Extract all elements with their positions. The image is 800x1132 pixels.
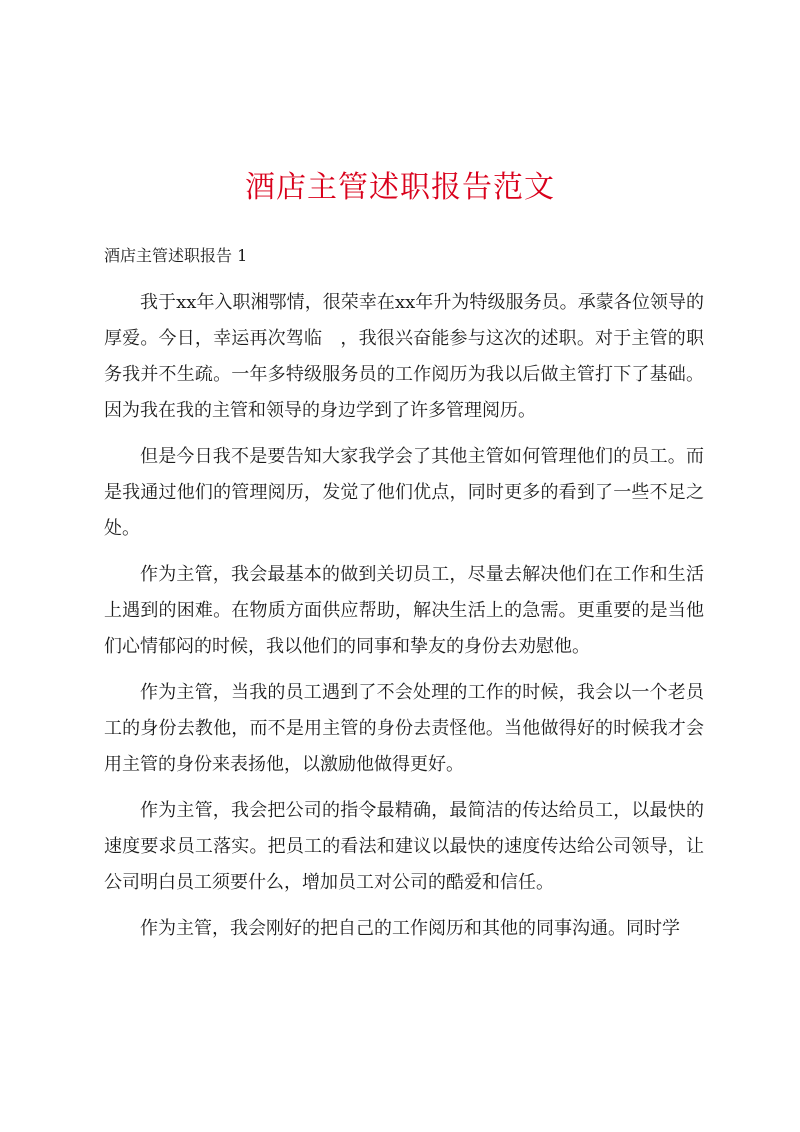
paragraph: 作为主管，我会把公司的指令最精确，最简洁的传达给员工，以最快的速度要求员工落实。把员工的看法和建议以最快的速度传达给公司领导，让公司明白员工须要什么，增加员工对公司的酷爱和信任。 [104, 800, 704, 893]
document-title: 酒店主管述职报告范文 [245, 170, 555, 205]
paragraph: 作为主管，我会刚好的把自己的工作阅历和其他的同事沟通。同时学 [140, 918, 680, 939]
document-body [104, 285, 704, 957]
document-subtitle: 酒店主管述职报告 1 [104, 246, 248, 265]
paragraph: 但是今日我不是要告知大家我学会了其他主管如何管理他们的员工。而是我通过他们的管理阅历，发觉了他们优点，同时更多的看到了一些不足之处。 [104, 446, 704, 539]
paragraph: 作为主管，我会最基本的做到关切员工，尽量去解决他们在工作和生活上遇到的困难。在物质方面供应帮助，解决生活上的急需。更重要的是当他们心情郁闷的时候，我以他们的同事和挚友的身份去劝慰他。 [104, 564, 704, 657]
paragraph: 作为主管，当我的员工遇到了不会处理的工作的时候，我会以一个老员工的身份去教他，而不是用主管的身份去责怪他。当他做得好的时候我才会用主管的身份来表扬他，以激励他做得更好。 [104, 682, 704, 775]
paragraph: 我于xx年入职湘鄂情，很荣幸在xx年升为特级服务员。承蒙各位领导的厚爱。今日，幸运再次驾临 ，我很兴奋能参与这次的述职。对于主管的职务我并不生疏。一年多特级服务员的工作阅历为我以后做主管打下了基础。因为我在我的主管和领导的身边学到了许多管理阅历。 [104, 292, 704, 421]
